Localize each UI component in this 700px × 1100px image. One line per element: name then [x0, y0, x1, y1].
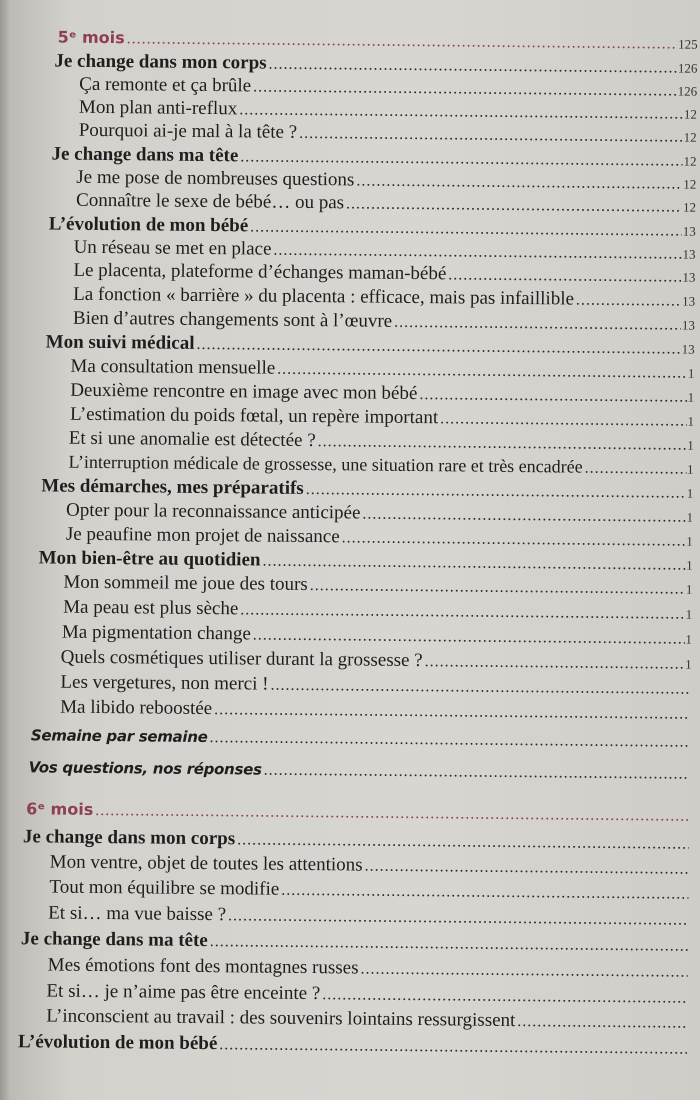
dot-leader: [448, 266, 681, 286]
entry-label: Tout mon équilibre se modifie: [49, 876, 280, 900]
entry-label: Je change dans mon corps: [54, 50, 267, 74]
month-title: 5ᵉ mois: [57, 27, 125, 48]
entry-label: Mes émotions font des montagnes russes: [47, 954, 359, 979]
entry-label: Mon suivi médical: [45, 331, 195, 354]
entry-label: Je change dans mon corps: [22, 826, 236, 850]
page-number: 12: [683, 153, 697, 169]
dot-leader: [253, 626, 685, 648]
entry-label: L’évolution de mon bébé: [48, 213, 249, 237]
dot-leader: [342, 529, 686, 550]
dot-leader: [585, 460, 687, 479]
entry-label: L’estimation du poids fœtal, un repère important: [69, 403, 439, 429]
dot-leader: [356, 172, 682, 193]
dot-leader: [576, 292, 681, 311]
page-number: 1: [687, 437, 694, 453]
dot-leader: [322, 986, 687, 1008]
page-number: 13: [682, 293, 696, 309]
dot-leader: [240, 601, 684, 623]
page-number: 1: [686, 557, 693, 573]
dot-leader: [360, 961, 687, 982]
dot-leader: [240, 148, 682, 170]
entry-label: Les vergetures, non merci !: [60, 671, 269, 695]
entry-label: Mon bien-être au quotidien: [38, 547, 261, 571]
page-number: 1: [685, 606, 693, 622]
page-number: 1: [686, 509, 694, 525]
page-number: 1: [687, 389, 695, 405]
dot-leader: [237, 831, 689, 853]
page-number: 12: [683, 106, 698, 122]
dot-leader: [228, 907, 688, 929]
entry-label: Semaine par semaine: [30, 726, 208, 747]
dot-leader: [306, 481, 686, 503]
toc-entry: [21, 928, 689, 958]
dot-leader: [281, 882, 688, 904]
entry-label: Ma libido reboostée: [60, 696, 213, 720]
entry-label: Mon sommeil me joue des tours: [63, 571, 308, 595]
entry-label: Deuxième rencontre en image avec mon bébé: [70, 379, 418, 405]
dot-leader: [95, 802, 689, 826]
dot-leader: [262, 553, 685, 575]
toc-entry: [18, 1031, 688, 1061]
entry-label: Opter pour la reconnaissance anticipée: [66, 499, 361, 524]
page-number: 1: [686, 485, 694, 501]
dot-leader: [210, 933, 688, 956]
page-number: 12: [683, 129, 697, 145]
toc-entry: [49, 877, 689, 907]
page-number: 1: [686, 461, 694, 477]
entry-label: Je change dans ma tête: [51, 143, 239, 167]
dot-leader: [299, 125, 683, 147]
page-number: 126: [677, 83, 698, 99]
dot-leader: [209, 729, 690, 752]
entry-label: Quels cosmétiques utiliser durant la grossesse ?: [60, 646, 423, 672]
dot-leader: [419, 386, 687, 407]
toc-entry: [48, 903, 689, 933]
entry-label: Ma peau est plus sèche: [63, 596, 239, 620]
entry-label: L’évolution de mon bébé: [17, 1031, 218, 1055]
entry-label: L’interruption médicale de grossesse, une situation rare et très encadrée: [68, 451, 583, 477]
dot-leader: [425, 653, 685, 673]
entry-label: Le placenta, plateforme d’échanges maman-bébé: [73, 259, 447, 285]
dot-leader: [394, 314, 681, 335]
entry-label: Bien d’autres changements sont à l’œuvre: [72, 307, 393, 332]
dot-leader: [365, 858, 689, 879]
entry-label: Et si… je n’aime pas être enceinte ?: [46, 980, 321, 1005]
entry-label: Ma consultation mensuelle: [70, 355, 276, 379]
dot-leader: [517, 1013, 687, 1033]
toc-month-heading: [26, 799, 690, 829]
page-number: 13: [681, 341, 695, 357]
dot-leader: [196, 336, 680, 359]
dot-leader: [268, 56, 676, 78]
entry-label: Ça remonte et ça brûle: [79, 73, 252, 97]
page-number: 1: [685, 581, 693, 597]
entry-label: Je me pose de nombreuses questions: [76, 166, 355, 191]
dot-leader: [310, 577, 685, 599]
dot-leader: [277, 361, 687, 383]
page-number: 12: [683, 176, 697, 192]
entry-label: Je peaufine mon projet de naissance: [65, 523, 340, 548]
toc-entry: [31, 726, 691, 756]
entry-label: Vos questions, nos réponses: [28, 758, 262, 779]
page-number: 1: [687, 413, 695, 429]
dot-leader: [250, 218, 682, 240]
toc-entry: [46, 1005, 688, 1035]
toc-entry: [28, 758, 690, 788]
entry-label: La fonction « barrière » du placenta : efficace, mais pas infaillible: [73, 283, 575, 310]
toc-entry: [60, 697, 691, 727]
dot-leader: [264, 762, 690, 784]
dot-leader: [318, 433, 687, 455]
month-title: 6ᵉ mois: [26, 799, 94, 819]
dot-leader: [440, 410, 687, 430]
dot-leader: [214, 701, 690, 724]
entry-label: Mon plan anti-reflux: [78, 96, 238, 120]
dot-leader: [253, 78, 677, 100]
dot-leader: [219, 1036, 687, 1058]
entry-label: Je change dans ma tête: [20, 928, 208, 952]
entry-label: Et si… ma vue baisse ?: [48, 902, 227, 926]
entry-label: Mon ventre, objet de toutes les attentions: [49, 851, 363, 876]
page-number: 12: [682, 199, 697, 215]
page-number: 13: [682, 269, 696, 285]
dot-leader: [270, 677, 690, 699]
page-number: 126: [677, 60, 698, 76]
page-number: 13: [682, 223, 696, 239]
entry-label: Connaître le sexe de bébé… ou pas: [75, 189, 345, 214]
dot-leader: [273, 242, 681, 264]
entry-label: Et si une anomalie est détectée ?: [68, 427, 316, 452]
dot-leader: [346, 195, 682, 216]
dot-leader: [362, 506, 685, 527]
page-number: 13: [682, 246, 696, 262]
entry-label: L’inconscient au travail : des souvenirs lointains ressurgissent: [46, 1005, 516, 1031]
entry-label: Pourquoi ai-je mal à la tête ?: [78, 119, 298, 143]
toc-entry: [48, 955, 689, 985]
page-number: 1: [685, 656, 692, 672]
entry-label: Mes démarches, mes préparatifs: [41, 475, 304, 499]
dot-leader: [239, 101, 683, 123]
page-number: 1: [685, 631, 692, 647]
entry-label: Un réseau se met en place: [73, 236, 272, 260]
page-number: 1: [687, 365, 695, 381]
page-number: 1: [686, 533, 693, 549]
entry-label: Ma pigmentation change: [61, 621, 251, 645]
page-number: 13: [681, 317, 695, 333]
page-number: 125: [678, 36, 698, 52]
dot-leader: [127, 30, 678, 53]
